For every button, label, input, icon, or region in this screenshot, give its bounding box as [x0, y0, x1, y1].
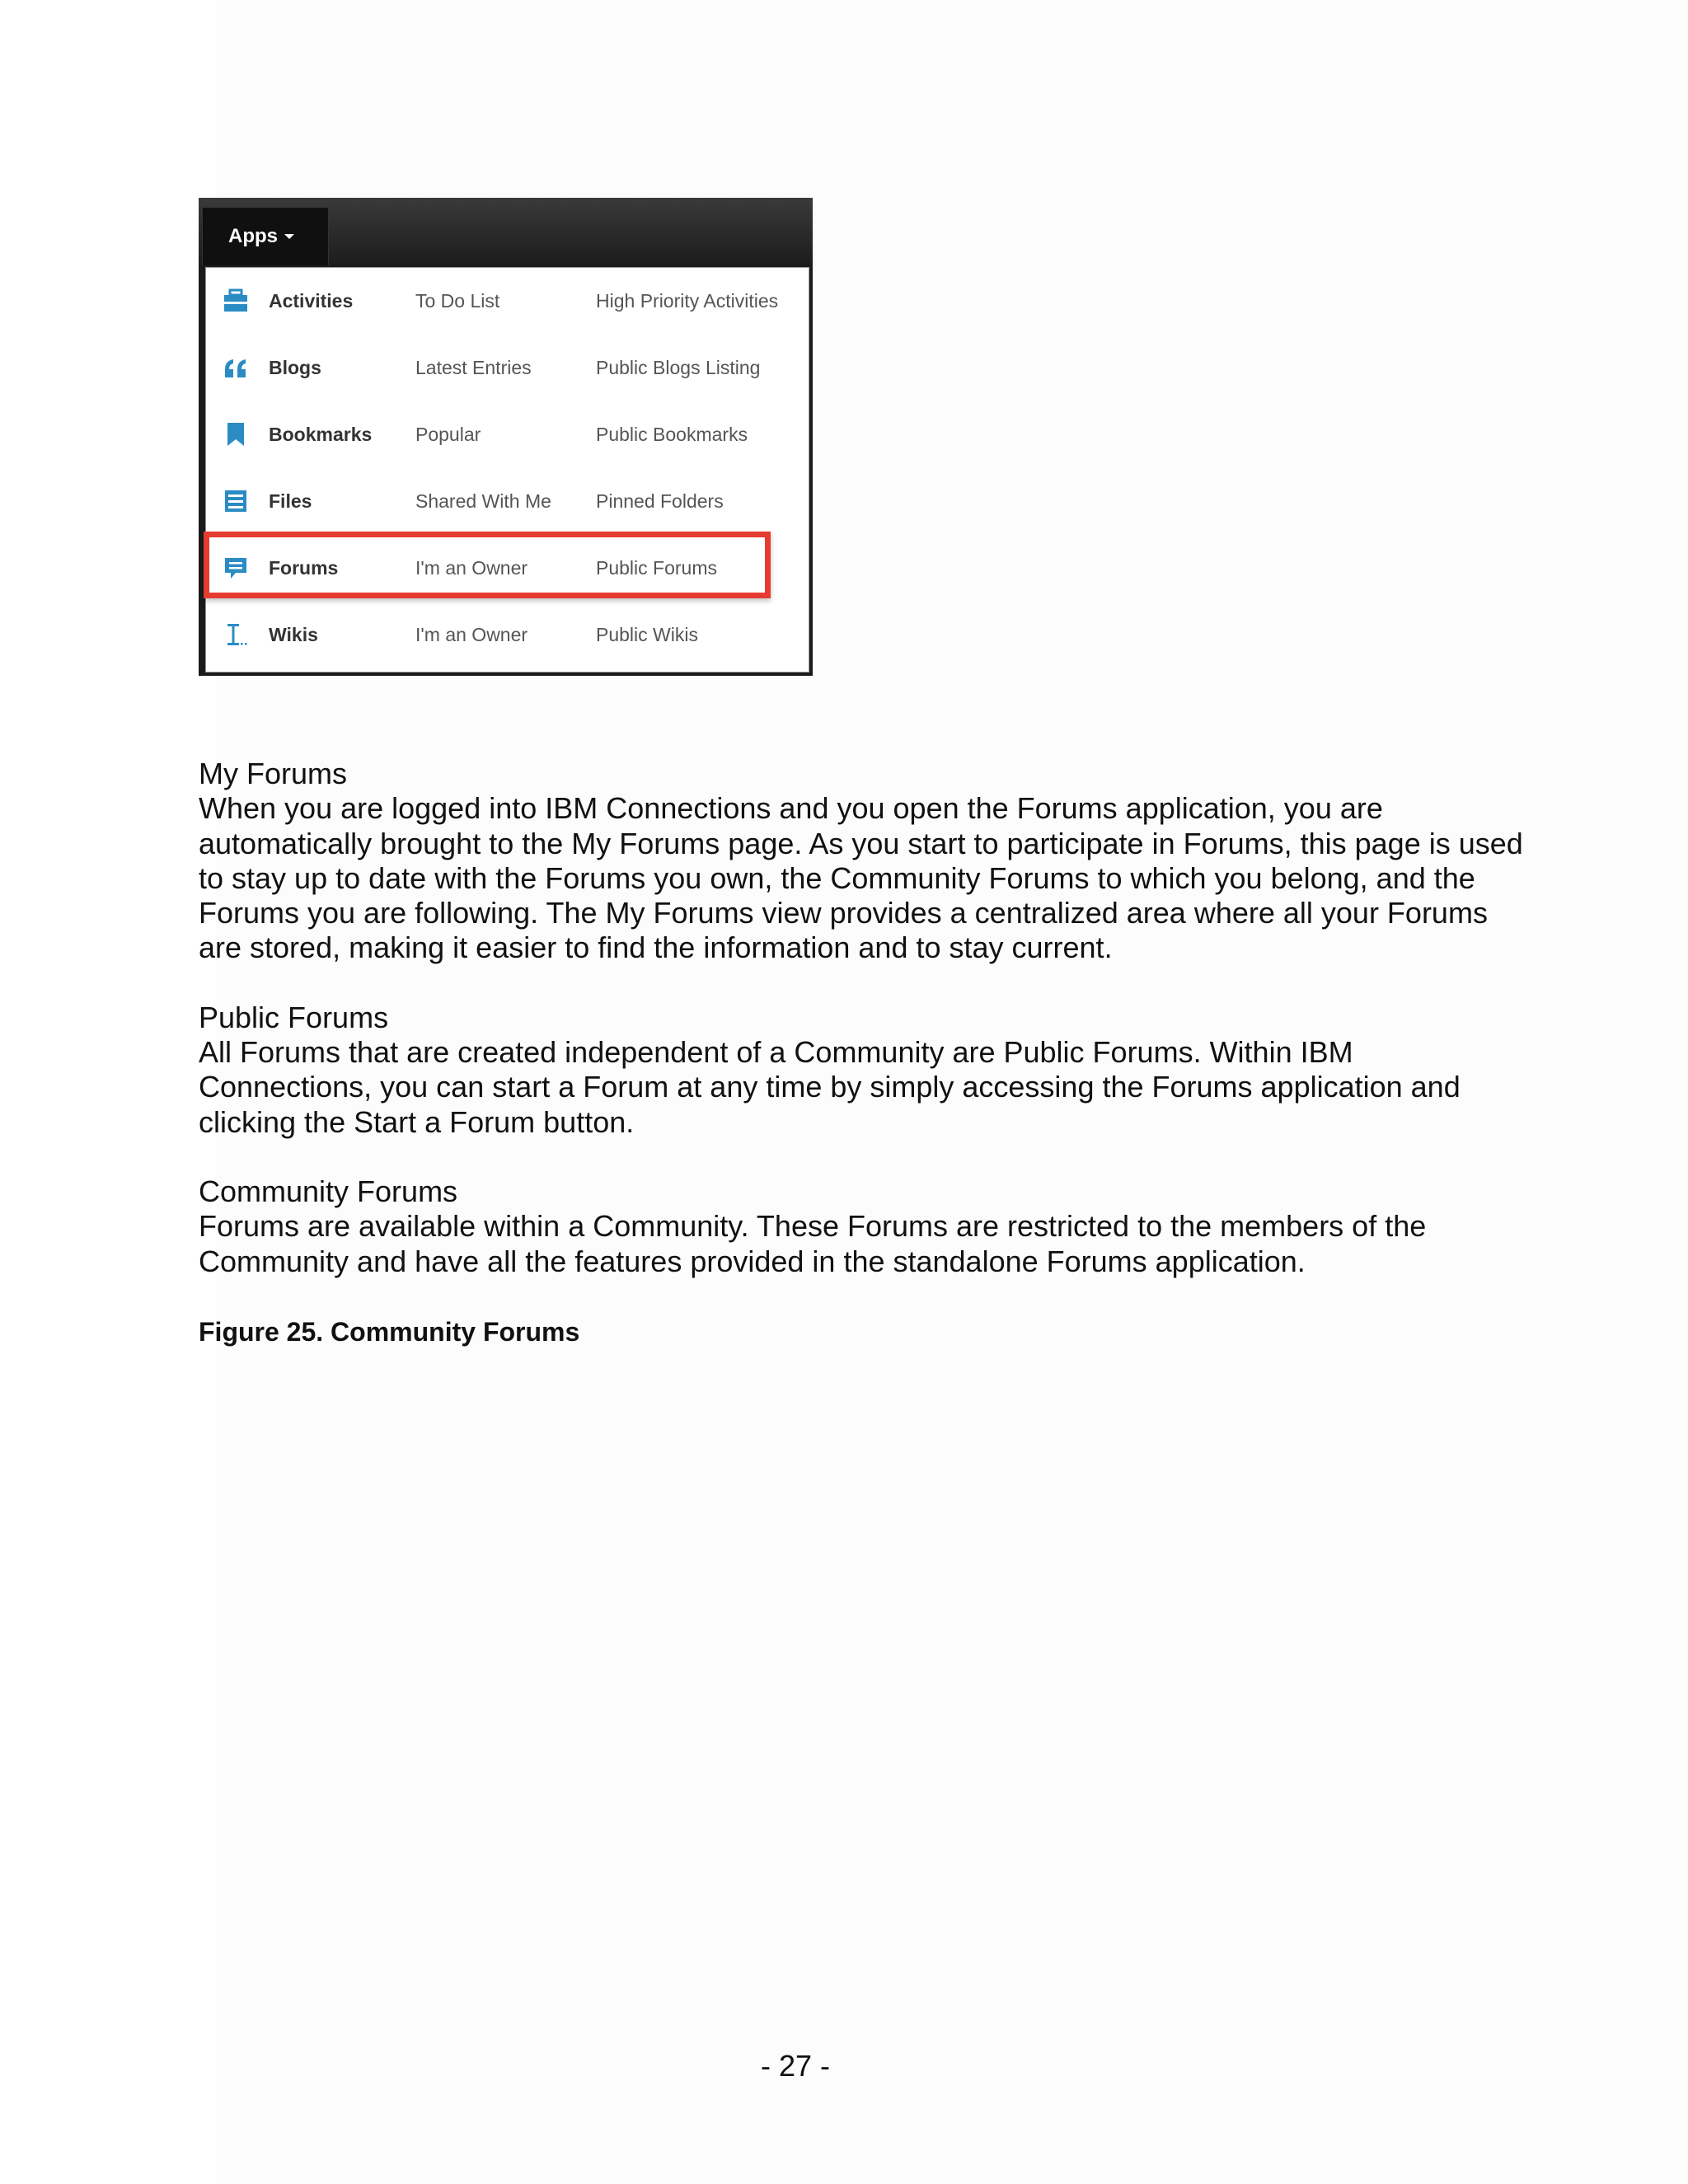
menu-row-files	[206, 468, 809, 535]
menu-row-activities	[206, 268, 809, 335]
activities-icon	[223, 288, 249, 314]
section-community-forums	[199, 1174, 1534, 1279]
section-title: Community Forums	[199, 1174, 458, 1208]
menu-item-blogs[interactable]: Blogs	[269, 357, 321, 378]
chevron-down-icon	[284, 234, 294, 239]
section-paragraph: Forums are available within a Community. These Forums are restricted to the members of the Community and have all the features provided in the standalone Forums application.	[199, 1209, 1427, 1278]
apps-label: Apps	[228, 225, 278, 247]
menu-item-files-sub1[interactable]: Shared With Me	[415, 490, 551, 512]
figure-caption: Figure 25. Community Forums	[199, 1317, 580, 1347]
menu-item-activities-sub2[interactable]: High Priority Activities	[596, 290, 779, 312]
menu-row-wikis	[206, 602, 809, 668]
apps-dropdown-menu	[205, 267, 809, 673]
menu-item-wikis-sub1[interactable]: I'm an Owner	[415, 624, 528, 645]
menu-item-activities-sub1[interactable]: To Do List	[415, 290, 500, 312]
section-title: Public Forums	[199, 1000, 389, 1034]
section-public-forums	[199, 1001, 1534, 1140]
menu-item-forums[interactable]: Forums	[269, 557, 339, 579]
blogs-icon	[223, 354, 249, 381]
menu-item-files-sub2[interactable]: Pinned Folders	[596, 490, 724, 512]
section-paragraph: All Forums that are created independent of a Community are Public Forums. Within IBM Connections, you can start a Forum at any time by simply accessing the Forums application and clicking the Start a Forum button.	[199, 1035, 1461, 1139]
menu-row-forums	[206, 535, 809, 602]
section-paragraph: When you are logged into IBM Connections and you open the Forums application, you are automatically brought to the My Forums page. As you start to participate in Forums, this page is used to stay up to date with the Forums you own, the Community Forums to which you belong, and the Forums you are following. The My Forums view provides a centralized area where all your Forums are stored, making it easier to find the information and to stay current.	[199, 791, 1523, 965]
menu-row-blogs	[206, 335, 809, 401]
apps-menu-screenshot	[199, 198, 813, 676]
menu-item-forums-sub2[interactable]: Public Forums	[596, 557, 717, 579]
menu-row-bookmarks	[206, 401, 809, 468]
menu-item-wikis[interactable]: Wikis	[269, 624, 318, 645]
document-body	[199, 757, 1534, 1314]
apps-menu-button[interactable]	[202, 208, 329, 265]
forums-icon	[223, 555, 249, 581]
files-icon	[223, 488, 249, 514]
section-title: My Forums	[199, 757, 347, 790]
wikis-icon	[223, 621, 249, 648]
menu-item-blogs-sub2[interactable]: Public Blogs Listing	[596, 357, 761, 378]
menu-item-blogs-sub1[interactable]: Latest Entries	[415, 357, 532, 378]
menu-item-bookmarks-sub2[interactable]: Public Bookmarks	[596, 424, 748, 445]
menu-item-wikis-sub2[interactable]: Public Wikis	[596, 624, 698, 645]
bookmarks-icon	[223, 421, 249, 448]
menu-item-forums-sub1[interactable]: I'm an Owner	[415, 557, 528, 579]
menu-item-bookmarks[interactable]: Bookmarks	[269, 424, 373, 445]
menu-item-activities[interactable]: Activities	[269, 290, 354, 312]
page-number: - 27 -	[760, 2049, 831, 2083]
section-my-forums	[199, 757, 1534, 966]
menu-item-files[interactable]: Files	[269, 490, 312, 512]
menu-item-bookmarks-sub1[interactable]: Popular	[415, 424, 481, 445]
